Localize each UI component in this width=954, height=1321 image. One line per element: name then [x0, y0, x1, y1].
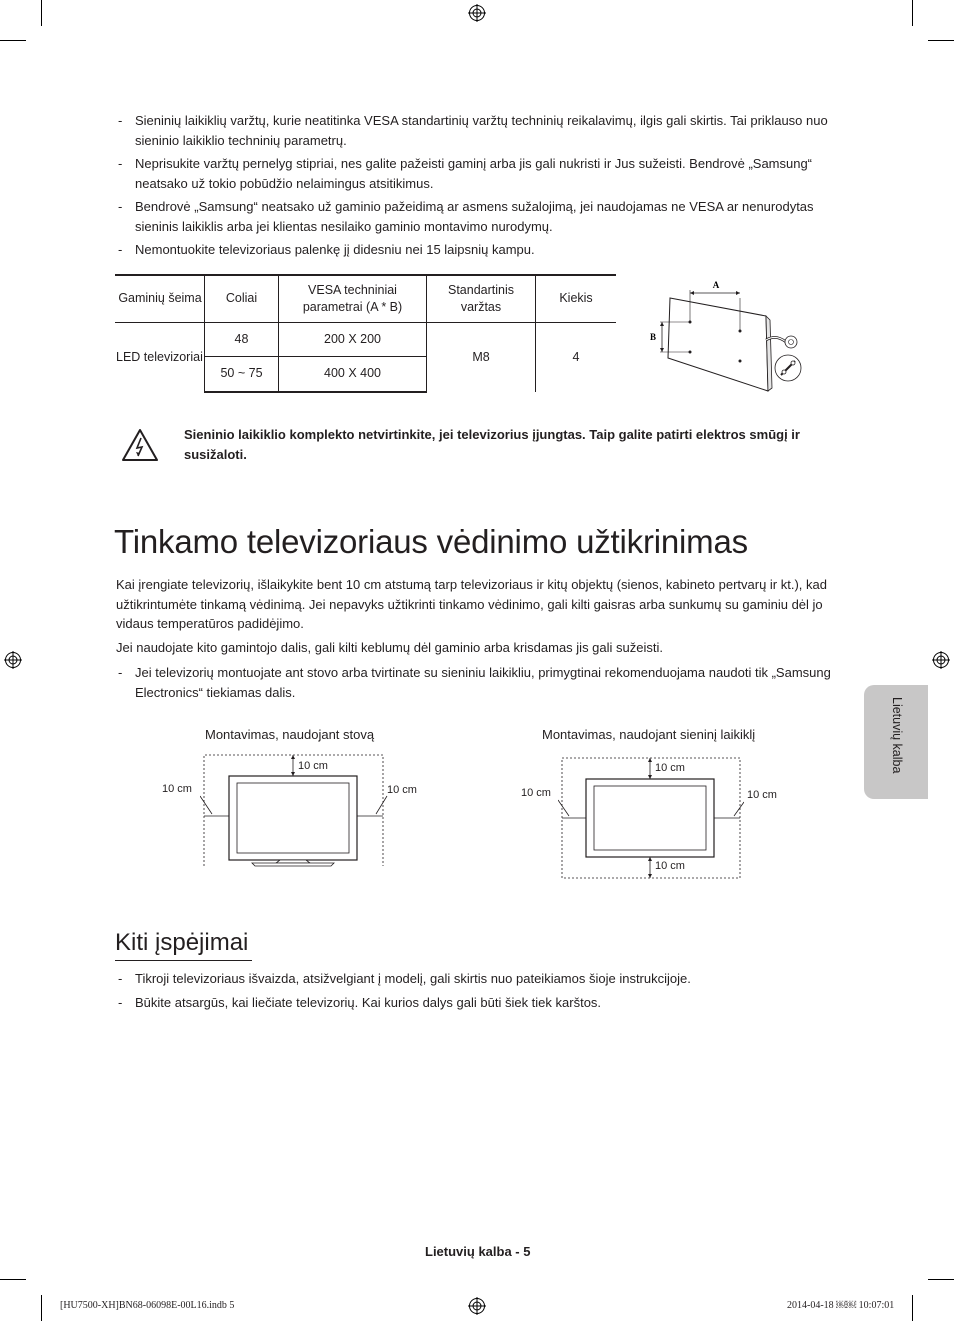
bullet-text: Jei televizorių montuojate ant stovo arba tvirtinate su sieniniu laikikliu, primygtinai rekomenduojama naudoti tik „Samsung Electronics“ tiekiamas dalis.	[135, 665, 831, 700]
stand-clearance-diagram	[200, 752, 390, 872]
table-header	[205, 275, 279, 322]
header-inches: Coliai	[225, 291, 258, 306]
clearance-right-label: 10 cm	[747, 789, 777, 801]
crop-mark	[912, 1295, 913, 1321]
bullet-dash: -	[118, 242, 123, 257]
table-header	[115, 275, 205, 322]
wall-diagram-title: Montavimas, naudojant sieninį laikiklį	[542, 727, 756, 742]
bullet-dash: -	[118, 995, 123, 1010]
bullet-dash: -	[118, 113, 123, 128]
bullet-text: Bendrovė „Samsung“ neatsako už gaminio pažeidimą ar asmens sužalojimą, jei naudojamas ne VESA ar nenurodytas sieninis laikiklis arba jei klientas nesilaiko gaminio montavimo nurodymų.	[135, 199, 814, 234]
crop-mark	[0, 40, 26, 41]
crop-mark	[0, 1279, 26, 1280]
bullet-text: Nemontuokite televizoriaus palenkę jį didesniu nei 15 laipsnių kampu.	[135, 242, 535, 257]
registration-mark-icon	[468, 4, 486, 22]
clearance-left-label: 10 cm	[162, 783, 192, 795]
registration-mark-icon	[932, 651, 950, 669]
stand-diagram-title: Montavimas, naudojant stovą	[205, 727, 375, 742]
language-side-tab	[864, 685, 928, 799]
bullet-text: Sieninių laikiklių varžtų, kurie neatitinka VESA standartinių varžtų techninių reikalavimų, ilgis gali skirtis. Tai priklauso nuo sieninio laikiklio techninių parametrų.	[135, 113, 828, 148]
table-header	[536, 275, 617, 322]
vesa-cell: 400 X 400	[279, 356, 427, 392]
header-vesa: VESA techniniai parametrai (A * B)	[302, 282, 403, 314]
header-family: Gaminių šeima	[118, 291, 202, 306]
table-header	[427, 275, 536, 322]
inches-cell: 50 ~ 75	[205, 356, 279, 392]
crop-mark	[41, 0, 42, 26]
subsection-underline	[115, 960, 252, 961]
vesa-spec-table	[115, 274, 616, 393]
clearance-right-label: 10 cm	[387, 784, 417, 796]
table-row	[115, 322, 616, 356]
clearance-bottom-label: 10 cm	[655, 860, 685, 872]
screw-cell: M8	[427, 322, 536, 392]
bullet-text: Neprisukite varžtų pernelyg stipriai, nes galite pažeisti gaminį arba jis gali nukristi ir Jus sužeisti. Bendrovė „Samsung“ neatsako už tokio pobūdžio nelaimingus atsitikimus.	[135, 156, 813, 191]
page-footer: Lietuvių kalba - 5	[425, 1244, 531, 1259]
imprint-right: 2014-04-18 ￼￼ 10:07:01	[787, 1300, 895, 1311]
registration-mark-icon	[468, 1297, 486, 1315]
paragraph: Kai įrengiate televizorių, išlaikykite bent 10 cm atstumą tarp televizoriaus ir kitų objektų (sienos, kabineto pertvarų ir kt.), kad užtikrintumėte tinkamą vėdinimą. Jei nepavyks užtikrinti tinkamo vėdinimo, gali kilti gaisras arba sunkumų su gaminiu dėl jo vidaus temperatūros padidėjimo.	[116, 577, 827, 631]
bullet-dash: -	[118, 156, 123, 171]
quantity-cell: 4	[536, 322, 617, 392]
figure-label-a: A	[712, 280, 720, 290]
paragraph: Jei naudojate kito gamintojo dalis, gali kilti keblumų dėl gaminio arba krisdamas jis gali sužeisti.	[116, 640, 663, 655]
crop-mark	[912, 0, 913, 26]
wall-clearance-diagram	[558, 755, 744, 881]
crop-mark	[928, 40, 954, 41]
crop-mark	[928, 1279, 954, 1280]
registration-mark-icon	[4, 651, 22, 669]
warning-text: Sieninio laikiklio komplekto netvirtinkite, jei televizorius įjungtas. Taip galite patirti elektros smūgį ir susižaloti.	[184, 427, 800, 462]
bullet-dash: -	[118, 199, 123, 214]
bullet-dash: -	[118, 665, 123, 680]
vesa-cell: 200 X 200	[279, 322, 427, 356]
clearance-top-label: 10 cm	[298, 760, 328, 772]
header-screw: Standartinis varžtas	[447, 282, 514, 314]
bullet-text: Tikroji televizoriaus išvaizda, atsižvelgiant į modelį, gali skirtis nuo pateikiamos šioje instrukcijoje.	[135, 971, 691, 986]
bullet-dash: -	[118, 971, 123, 986]
bullet-text: Būkite atsargūs, kai liečiate televizorių. Kai kurios dalys gali būti šiek tiek karštos.	[135, 995, 602, 1010]
clearance-top-label: 10 cm	[655, 762, 685, 774]
crop-mark	[41, 1295, 42, 1321]
clearance-left-label: 10 cm	[521, 787, 551, 799]
electric-shock-warning-icon	[120, 427, 160, 463]
inches-cell: 48	[205, 322, 279, 356]
figure-label-b: B	[649, 332, 657, 342]
header-quantity: Kiekis	[559, 291, 593, 306]
language-tab-label: Lietuvių kalba	[890, 697, 904, 774]
family-cell: LED televizoriai	[115, 322, 205, 392]
subsection-title: Kiti įspėjimai	[115, 929, 249, 956]
imprint-left: [HU7500-XH]BN68-06098E-00L16.indb 5	[60, 1300, 235, 1311]
page-title: Tinkamo televizoriaus vėdinimo užtikrinimas	[114, 523, 748, 560]
wall-mount-figure	[648, 276, 808, 396]
table-header	[279, 275, 427, 322]
